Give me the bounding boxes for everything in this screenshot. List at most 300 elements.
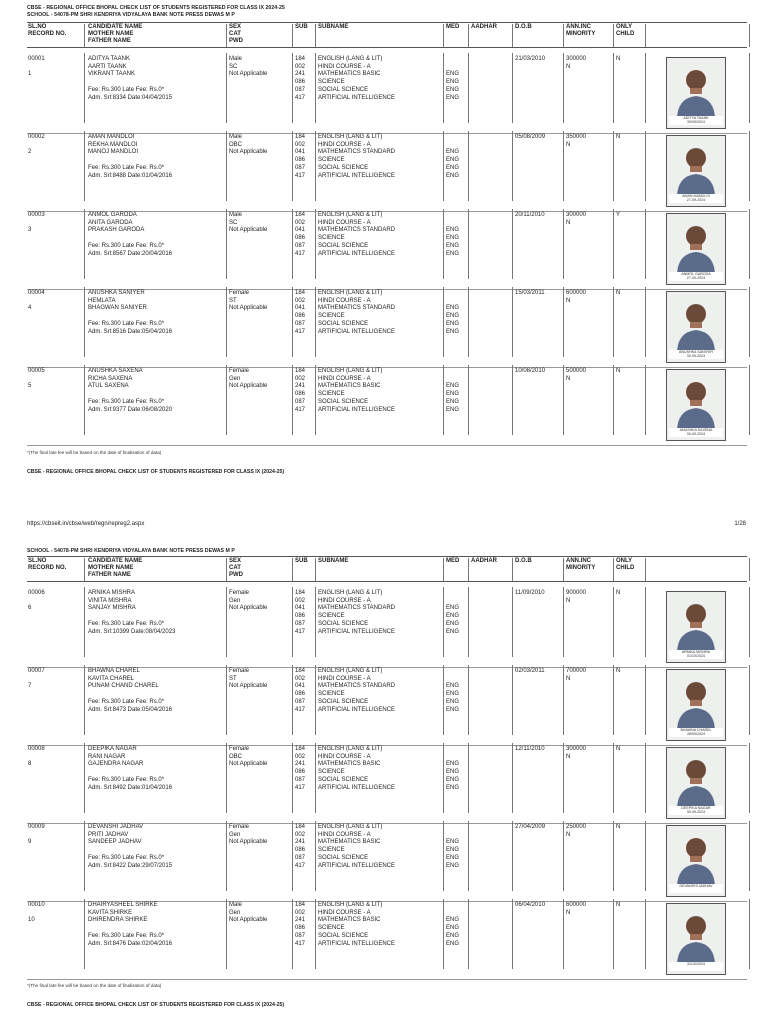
serial-no: 5 — [28, 383, 32, 390]
column-divider — [749, 587, 750, 657]
subject-code: 002 — [295, 753, 306, 760]
category-value: SC — [229, 63, 238, 70]
subject-code: 184 — [295, 746, 306, 752]
subject-code: 086 — [295, 157, 306, 164]
candidate-name: AMAN MANDLOI — [88, 134, 135, 140]
header-med: MED — [446, 558, 460, 564]
subject-name: SOCIAL SCIENCE — [318, 932, 369, 939]
medium-value: ENG — [446, 769, 460, 776]
subject-name: ENGLISH (LANG & LIT) — [318, 56, 383, 62]
column-divider — [563, 743, 564, 813]
column-divider — [468, 131, 469, 201]
fee-info: Fee: Rs.300 Late Fee: Rs.0* — [88, 398, 165, 405]
column-divider — [468, 365, 469, 435]
mother-name: KAVITA SHIRKE — [88, 909, 133, 916]
column-divider — [613, 665, 614, 735]
record-no: 00005 — [28, 368, 45, 374]
column-divider — [512, 821, 513, 891]
column-divider — [84, 365, 85, 435]
subject-code: 087 — [295, 242, 306, 249]
category-value: OBC — [229, 141, 243, 148]
subject-code: 417 — [295, 172, 306, 179]
column-divider — [443, 899, 444, 969]
column-divider — [468, 209, 469, 279]
pwd-value: Not Applicable — [229, 227, 268, 234]
medium-value: ENG — [446, 613, 460, 620]
medium-value: ENG — [446, 698, 460, 705]
dob-value: 05/08/2009 — [515, 134, 546, 140]
table-row — [27, 209, 747, 290]
mother-name: KAVITA CHAREL — [88, 675, 135, 682]
record-no: 00001 — [28, 56, 45, 62]
serial-no: 4 — [28, 305, 32, 312]
column-divider — [226, 131, 227, 201]
dob-value: 21/03/2010 — [515, 56, 546, 62]
only-child-value: N — [616, 668, 621, 674]
column-divider — [315, 665, 316, 735]
column-divider — [84, 665, 85, 735]
subject-code: 184 — [295, 134, 306, 140]
subject-code: 041 — [295, 683, 306, 690]
column-divider — [226, 587, 227, 657]
sex-value: Female — [229, 824, 250, 830]
column-divider — [315, 131, 316, 201]
column-divider — [84, 587, 85, 657]
father-name: DHIRENDRA SHIRKE — [88, 917, 148, 924]
footer-title-2: CBSE - REGIONAL OFFICE BHOPAL CHECK LIST OF STUDENTS REGISTERED FOR CLASS IX (2024-25) — [27, 1002, 285, 1008]
subject-code: 087 — [295, 776, 306, 783]
pwd-value: Not Applicable — [229, 683, 268, 690]
category-value: ST — [229, 297, 237, 304]
school-name-2: SCHOOL - 54078-PM SHRI KENDRIYA VIDYALAYA BANK NOTE PRESS DEWAS M P — [27, 548, 235, 554]
page-number: 1/28 — [734, 521, 746, 527]
photo-caption: ARNIKA MISHRA 01/10/2024 — [669, 650, 723, 659]
column-divider — [512, 365, 513, 435]
father-name: SANDEEP JADHAV — [88, 839, 142, 846]
photo-caption: ANUSHKA SANIYER 30-09-2024 — [669, 350, 723, 359]
column-divider — [443, 365, 444, 435]
column-divider — [645, 209, 646, 279]
column-divider — [292, 209, 293, 279]
sex-value: Female — [229, 368, 250, 374]
photo-caption: DEEPIKA NAGAR 30-09-2024 — [669, 806, 723, 815]
subject-code: 086 — [295, 391, 306, 398]
subject-code: 041 — [295, 149, 306, 156]
subject-name: ENGLISH (LANG & LIT) — [318, 668, 383, 674]
subject-name: SOCIAL SCIENCE — [318, 242, 369, 249]
subject-name: HINDI COURSE - A — [318, 831, 371, 838]
annual-income: 300000 — [566, 746, 587, 752]
column-divider — [292, 558, 293, 581]
minority-value: N — [566, 909, 571, 916]
subject-name: SOCIAL SCIENCE — [318, 620, 369, 627]
subject-code: 417 — [295, 328, 306, 335]
subject-code: 184 — [295, 824, 306, 830]
subject-code: 041 — [295, 605, 306, 612]
medium-value: ENG — [446, 839, 460, 846]
subject-name: ARTIFICIAL INTELLIGENCE — [318, 628, 396, 635]
header-med: MED — [446, 24, 460, 30]
sex-value: Female — [229, 290, 250, 296]
column-divider — [563, 209, 564, 279]
subject-code: 184 — [295, 902, 306, 908]
subject-code: 086 — [295, 79, 306, 86]
only-child-value: N — [616, 824, 621, 830]
minority-value: N — [566, 753, 571, 760]
dob-value: 02/03/2011 — [515, 668, 545, 674]
medium-value: ENG — [446, 925, 460, 932]
minority-value: N — [566, 297, 571, 304]
medium-value: ENG — [446, 328, 460, 335]
column-divider — [512, 131, 513, 201]
subject-name: ARTIFICIAL INTELLIGENCE — [318, 862, 396, 869]
column-divider — [613, 287, 614, 357]
pwd-value: Not Applicable — [229, 71, 268, 78]
column-divider — [226, 821, 227, 891]
column-divider — [468, 587, 469, 657]
subject-name: SCIENCE — [318, 769, 345, 776]
fee-info: Fee: Rs.300 Late Fee: Rs.0* — [88, 698, 165, 705]
subject-name: ENGLISH (LANG & LIT) — [318, 212, 383, 218]
subject-code: 087 — [295, 932, 306, 939]
column-divider — [645, 365, 646, 435]
category-value: SC — [229, 219, 238, 226]
pwd-value: Not Applicable — [229, 383, 268, 390]
subject-name: ENGLISH (LANG & LIT) — [318, 824, 383, 830]
column-divider — [749, 558, 750, 581]
only-child-value: N — [616, 590, 621, 596]
fee-info: Fee: Rs.300 Late Fee: Rs.0* — [88, 242, 165, 249]
medium-value: ENG — [446, 227, 460, 234]
medium-value: ENG — [446, 305, 460, 312]
subject-code: 417 — [295, 406, 306, 413]
column-divider — [613, 558, 614, 581]
column-divider — [443, 558, 444, 581]
serial-no: 9 — [28, 839, 32, 846]
category-value: Gen — [229, 375, 241, 382]
subject-code: 417 — [295, 862, 306, 869]
column-divider — [315, 287, 316, 357]
column-divider — [84, 24, 85, 47]
subject-name: HINDI COURSE - A — [318, 63, 371, 70]
subject-code: 184 — [295, 290, 306, 296]
subject-code: 184 — [295, 56, 306, 62]
column-divider — [292, 287, 293, 357]
subject-name: ARTIFICIAL INTELLIGENCE — [318, 328, 396, 335]
father-name: GAJENDRA NAGAR — [88, 761, 144, 768]
column-divider — [563, 287, 564, 357]
subject-name: SCIENCE — [318, 613, 345, 620]
column-divider — [749, 365, 750, 435]
table-row — [27, 899, 747, 980]
document-title: CBSE - REGIONAL OFFICE BHOPAL CHECK LIST OF STUDENTS REGISTERED FOR CLASS IX 2024-25 — [27, 5, 285, 11]
medium-value: ENG — [446, 79, 460, 86]
fee-info: Fee: Rs.300 Late Fee: Rs.0* — [88, 854, 165, 861]
candidate-name: DHAIRYASHEEL SHIRKE — [88, 902, 158, 908]
medium-value: ENG — [446, 605, 460, 612]
minority-value: N — [566, 63, 571, 70]
candidate-name: ADITYA TAANK — [88, 56, 131, 62]
subject-name: SCIENCE — [318, 157, 345, 164]
only-child-value: N — [616, 290, 621, 296]
only-child-value: N — [616, 134, 621, 140]
dob-value: 27/04/2009 — [515, 824, 546, 830]
father-name: BHAGWAN SANIYER — [88, 305, 147, 312]
annual-income: 700000 — [566, 668, 587, 674]
column-divider — [749, 209, 750, 279]
father-name: ATUL SAXENA — [88, 383, 129, 390]
student-photo — [666, 135, 726, 207]
only-child-value: N — [616, 902, 621, 908]
fee-info: Fee: Rs.300 Late Fee: Rs.0* — [88, 320, 165, 327]
column-divider — [468, 743, 469, 813]
mother-name: HEMLATA — [88, 297, 116, 304]
pwd-value: Not Applicable — [229, 149, 268, 156]
table-row — [27, 587, 747, 668]
photo-caption: AMAN MANDLOI 27-09-2024 — [669, 194, 723, 203]
column-divider — [512, 743, 513, 813]
annual-income: 300000 — [566, 212, 587, 218]
column-divider — [315, 209, 316, 279]
header-slno: SL.NO RECORD NO. — [28, 558, 67, 571]
candidate-name: ANUSHKA SANIYER — [88, 290, 145, 296]
medium-value: ENG — [446, 620, 460, 627]
column-divider — [512, 287, 513, 357]
column-divider — [443, 53, 444, 123]
only-child-value: N — [616, 56, 621, 62]
serial-no: 2 — [28, 149, 32, 156]
annual-income: 900000 — [566, 590, 587, 596]
header-only: ONLY CHILD — [616, 24, 635, 37]
subject-name: MATHEMATICS STANDARD — [318, 227, 396, 234]
subject-name: SCIENCE — [318, 391, 345, 398]
record-no: 00006 — [28, 590, 45, 596]
column-divider — [226, 665, 227, 735]
subject-code: 086 — [295, 691, 306, 698]
header-sex: SEX CAT PWD — [229, 24, 243, 44]
sex-value: Male — [229, 134, 243, 140]
mother-name: VINITA MISHRA — [88, 597, 132, 604]
column-divider — [613, 209, 614, 279]
photo-caption: DEVANSHI JADHAV — [669, 884, 723, 893]
minority-value: N — [566, 141, 571, 148]
medium-value: ENG — [446, 706, 460, 713]
mother-name: RANI NAGAR — [88, 753, 126, 760]
column-divider — [645, 665, 646, 735]
subject-name: ENGLISH (LANG & LIT) — [318, 368, 383, 374]
column-divider — [645, 131, 646, 201]
column-divider — [443, 743, 444, 813]
column-divider — [292, 131, 293, 201]
category-value: Gen — [229, 597, 241, 604]
column-divider — [468, 287, 469, 357]
column-divider — [645, 558, 646, 581]
column-divider — [749, 131, 750, 201]
medium-value: ENG — [446, 847, 460, 854]
column-divider — [84, 558, 85, 581]
column-divider — [645, 287, 646, 357]
medium-value: ENG — [446, 784, 460, 791]
pwd-value: Not Applicable — [229, 605, 268, 612]
only-child-value: N — [616, 746, 621, 752]
subject-code: 241 — [295, 383, 306, 390]
dob-value: 20/11/2010 — [515, 212, 545, 218]
column-divider — [645, 899, 646, 969]
column-divider — [512, 53, 513, 123]
candidate-name: ANUSHKA SAXENA — [88, 368, 143, 374]
column-divider — [443, 821, 444, 891]
subject-name: SOCIAL SCIENCE — [318, 164, 369, 171]
dob-value: 06/04/2010 — [515, 902, 546, 908]
column-divider — [613, 821, 614, 891]
subject-code: 086 — [295, 613, 306, 620]
subject-code: 041 — [295, 227, 306, 234]
father-name: PRAKASH GARODA — [88, 227, 145, 234]
medium-value: ENG — [446, 862, 460, 869]
subject-name: SCIENCE — [318, 691, 345, 698]
subject-name: SOCIAL SCIENCE — [318, 854, 369, 861]
pwd-value: Not Applicable — [229, 761, 268, 768]
column-divider — [613, 53, 614, 123]
admission-info: Adm. Srl:8476 Date:02/04/2016 — [88, 940, 173, 947]
column-divider — [84, 743, 85, 813]
column-divider — [84, 209, 85, 279]
candidate-name: DEVANSHI JADHAV — [88, 824, 144, 830]
photo-caption: 31/10/2024 — [669, 962, 723, 971]
medium-value: ENG — [446, 917, 460, 924]
admission-info: Adm. Srl:8516 Date:05/04/2016 — [88, 328, 173, 335]
subject-code: 417 — [295, 250, 306, 257]
subject-name: HINDI COURSE - A — [318, 141, 371, 148]
student-photo — [666, 825, 726, 897]
student-photo — [666, 291, 726, 363]
subject-name: MATHEMATICS BASIC — [318, 383, 381, 390]
table-row — [27, 665, 747, 746]
serial-no: 3 — [28, 227, 32, 234]
annual-income: 600000 — [566, 290, 587, 296]
subject-code: 002 — [295, 675, 306, 682]
category-value: OBC — [229, 753, 243, 760]
column-divider — [645, 743, 646, 813]
admission-info: Adm. Srl:8334 Date:04/04/2015 — [88, 94, 173, 101]
subject-name: SCIENCE — [318, 79, 345, 86]
admission-info: Adm. Srl:8492 Date:01/04/2016 — [88, 784, 173, 791]
subject-code: 417 — [295, 628, 306, 635]
subject-name: ARTIFICIAL INTELLIGENCE — [318, 706, 396, 713]
subject-code: 184 — [295, 212, 306, 218]
column-divider — [315, 587, 316, 657]
column-divider — [443, 131, 444, 201]
column-divider — [292, 665, 293, 735]
medium-value: ENG — [446, 406, 460, 413]
column-divider — [226, 743, 227, 813]
header-aadhar: AADHAR — [471, 24, 497, 30]
subject-code: 184 — [295, 590, 306, 596]
minority-value: N — [566, 597, 571, 604]
pwd-value: Not Applicable — [229, 305, 268, 312]
medium-value: ENG — [446, 691, 460, 698]
column-divider — [315, 821, 316, 891]
column-divider — [84, 53, 85, 123]
sex-value: Female — [229, 590, 250, 596]
subject-name: ARTIFICIAL INTELLIGENCE — [318, 784, 396, 791]
subject-code: 002 — [295, 63, 306, 70]
column-divider — [563, 665, 564, 735]
subject-code: 241 — [295, 71, 306, 78]
subject-name: MATHEMATICS BASIC — [318, 839, 381, 846]
subject-name: MATHEMATICS BASIC — [318, 761, 381, 768]
candidate-name: DEEPIKA NAGAR — [88, 746, 137, 752]
sex-value: Female — [229, 668, 250, 674]
subject-code: 002 — [295, 831, 306, 838]
column-divider — [226, 53, 227, 123]
annual-income: 300000 — [566, 56, 587, 62]
column-divider — [292, 587, 293, 657]
father-name: PUNAM CHAND CHAREL — [88, 683, 159, 690]
father-name: SANJAY MISHRA — [88, 605, 136, 612]
column-divider — [512, 899, 513, 969]
subject-code: 002 — [295, 219, 306, 226]
column-divider — [613, 365, 614, 435]
sex-value: Male — [229, 212, 243, 218]
subject-code: 184 — [295, 368, 306, 374]
column-divider — [226, 24, 227, 47]
fee-info: Fee: Rs.300 Late Fee: Rs.0* — [88, 620, 165, 627]
subject-code: 087 — [295, 86, 306, 93]
column-divider — [84, 131, 85, 201]
candidate-name: ARNIKA MISHRA — [88, 590, 136, 596]
mother-name: RICHA SAXENA — [88, 375, 133, 382]
photo-caption: ANMOL GARODA 27-09-2024 — [669, 272, 723, 281]
medium-value: ENG — [446, 94, 460, 101]
mother-name: AARTI TAANK — [88, 63, 127, 70]
header-candidate: CANDIDATE NAME MOTHER NAME FATHER NAME — [88, 24, 143, 44]
medium-value: ENG — [446, 320, 460, 327]
subject-code: 002 — [295, 375, 306, 382]
student-photo — [666, 369, 726, 441]
column-divider — [645, 821, 646, 891]
medium-value: ENG — [446, 149, 460, 156]
subject-name: HINDI COURSE - A — [318, 297, 371, 304]
column-divider — [226, 365, 227, 435]
sex-value: Male — [229, 56, 243, 62]
serial-no: 7 — [28, 683, 32, 690]
subject-code: 087 — [295, 164, 306, 171]
fee-info: Fee: Rs.300 Late Fee: Rs.0* — [88, 776, 165, 783]
subject-name: MATHEMATICS BASIC — [318, 71, 381, 78]
subject-code: 417 — [295, 940, 306, 947]
record-no: 00007 — [28, 668, 45, 674]
subject-code: 241 — [295, 917, 306, 924]
subject-name: HINDI COURSE - A — [318, 675, 371, 682]
column-divider — [315, 53, 316, 123]
table-row — [27, 53, 747, 134]
subject-name: ENGLISH (LANG & LIT) — [318, 902, 383, 908]
column-divider — [292, 899, 293, 969]
minority-value: N — [566, 375, 571, 382]
subject-name: MATHEMATICS STANDARD — [318, 605, 396, 612]
subject-name: ARTIFICIAL INTELLIGENCE — [318, 250, 396, 257]
medium-value: ENG — [446, 628, 460, 635]
column-divider — [443, 209, 444, 279]
minority-value: N — [566, 675, 571, 682]
subject-name: ENGLISH (LANG & LIT) — [318, 290, 383, 296]
record-no: 00010 — [28, 902, 45, 908]
column-divider — [84, 287, 85, 357]
mother-name: PRITI JADHAV — [88, 831, 129, 838]
column-divider — [292, 53, 293, 123]
photo-caption: BHAWNA CHAREL 28/09/2024 — [669, 728, 723, 737]
